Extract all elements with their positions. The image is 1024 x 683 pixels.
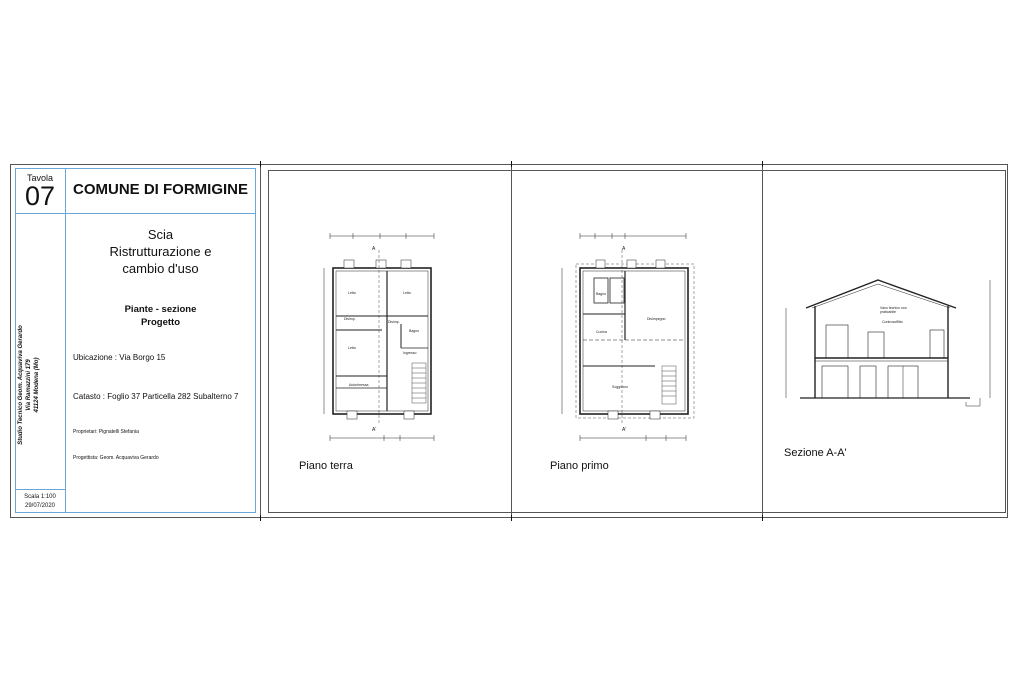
progettista: Progettista: Geom. Acquaviva Gerardo (73, 455, 159, 461)
svg-text:Disimp.: Disimp. (344, 317, 356, 321)
section-mark-bottom: A' (622, 427, 627, 433)
svg-text:Letto: Letto (348, 291, 356, 295)
ubicazione: Ubicazione : Via Borgo 15 (73, 353, 166, 362)
svg-text:Bagno: Bagno (409, 329, 420, 333)
svg-text:Disimpegno: Disimpegno (647, 317, 666, 321)
tavola-label: Tavola (26, 173, 53, 183)
piano-terra-plan (300, 228, 450, 446)
piano-primo-plan (550, 228, 700, 446)
date-label: 29/07/2020 (24, 503, 56, 509)
fold-mark (762, 161, 763, 167)
sezione-label: Sezione A-A' (784, 447, 847, 459)
fold-mark (260, 161, 261, 167)
piano-primo-label: Piano primo (550, 460, 609, 472)
svg-text:Bagno: Bagno (596, 292, 607, 296)
svg-text:Letto: Letto (403, 291, 411, 295)
svg-text:Vano tecnico non: Vano tecnico non (880, 306, 907, 310)
svg-text:Letto: Letto (348, 346, 356, 350)
svg-text:Ingresso: Ingresso (403, 351, 417, 355)
scale-label: Scala 1:100 (24, 494, 56, 500)
fold-line (260, 164, 261, 518)
section-mark-top: A (622, 246, 626, 252)
fold-mark (260, 515, 261, 521)
section-mark-bottom: A' (372, 427, 377, 433)
fold-mark (511, 515, 512, 521)
svg-text:Disimp.: Disimp. (388, 320, 400, 324)
fold-mark (762, 515, 763, 521)
catasto: Catasto : Foglio 37 Particella 282 Subalterno 7 (73, 392, 239, 401)
studio-stamp: Studio Tecnico Geom. Acquaviva Gerardo Via Ramazzini 179 41124 Modena (Mo) (18, 325, 40, 445)
piano-terra-label: Piano terra (299, 460, 353, 472)
svg-text:Autorimessa: Autorimessa (349, 383, 369, 387)
section-mark-top: A (372, 246, 376, 252)
drawing-subject: Piante - sezione Progetto (124, 304, 197, 328)
fold-mark (511, 161, 512, 167)
svg-text:Cucina: Cucina (596, 330, 607, 334)
comune-title: COMUNE DI FORMIGINE (73, 181, 248, 198)
svg-text:praticabile: praticabile (880, 310, 896, 314)
sezione-drawing (770, 270, 1000, 410)
svg-text:Soggiorno: Soggiorno (612, 385, 628, 389)
tavola-number: 07 (24, 181, 56, 211)
svg-text:Controsoffitto: Controsoffitto (882, 320, 903, 324)
proprietari: Proprietari: Pignatelli Stefania (73, 429, 139, 435)
project-description: Scia Ristrutturazione e cambio d'uso (109, 227, 212, 276)
